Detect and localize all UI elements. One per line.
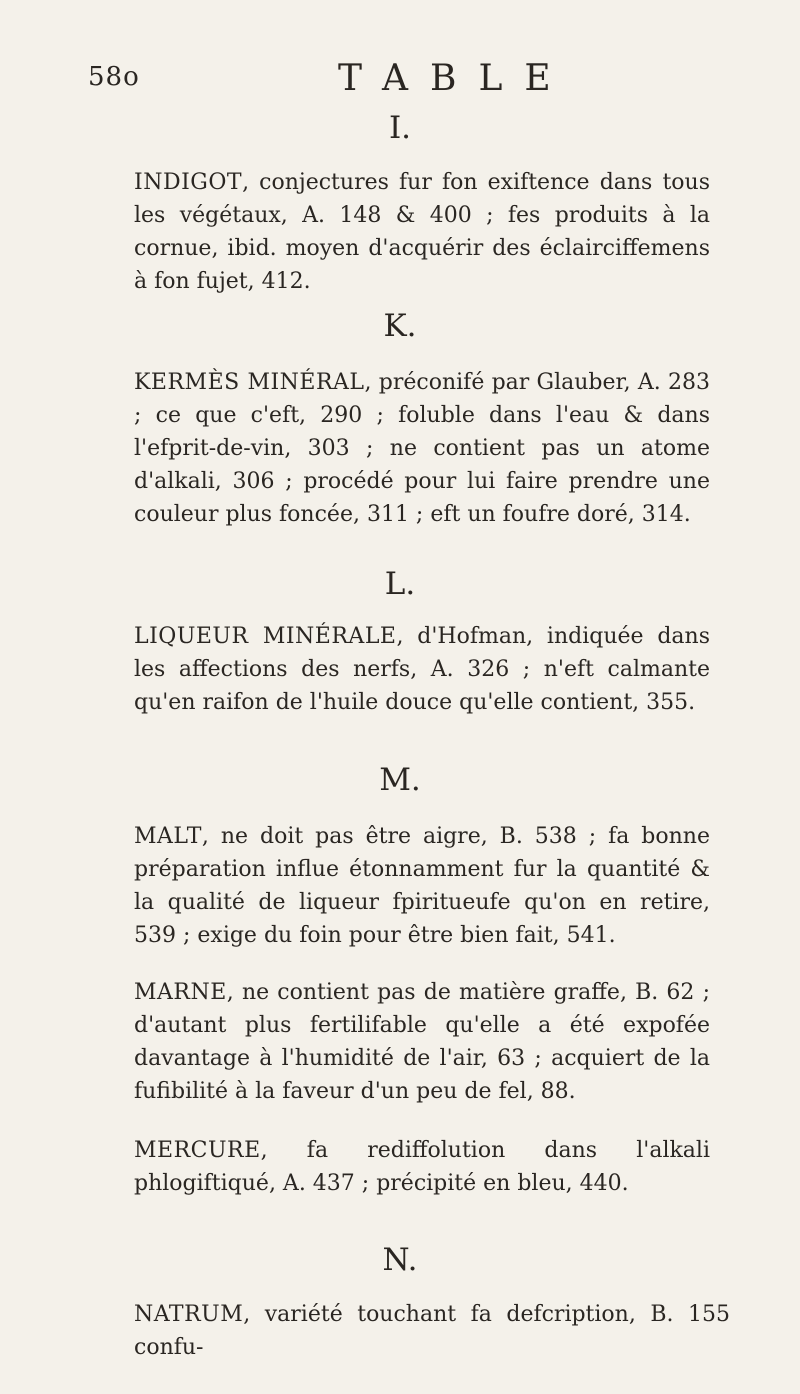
entry-head: INDIGOT	[134, 170, 243, 195]
entry-head: MALT	[134, 824, 202, 849]
entry-malt	[110, 820, 710, 952]
entry-head: KERMÈS MINÉRAL	[134, 370, 365, 395]
section-letter-n: N.	[382, 1242, 418, 1278]
section-letter-l: L.	[384, 566, 416, 602]
entry-head: LIQUEUR MINÉRALE	[134, 624, 397, 649]
entry-text: , variété touchant fa defcription, B. 155 confu-	[134, 1302, 730, 1360]
entry-text: , préconifé par Glauber, A. 283 ; ce que c'eft, 290 ; foluble dans l'eau & dans l'efprit-de-vin, 303 ; ne contient pas un atome d'alkali, 306 ; procédé pour lui faire prendre une couleur plus foncée, 311 ; eft un foufre doré, 314.	[134, 370, 710, 527]
entry-mercure	[110, 1134, 710, 1200]
section-letter-k: K.	[383, 308, 417, 344]
entry-text: , ne doit pas être aigre, B. 538 ; fa bonne préparation influe étonnamment fur la quantité & la qualité de liqueur fpiritueufe qu'on en retire, 539 ; exige du foin pour être bien fait, 541.	[134, 824, 710, 948]
entry-text: , d'Hofman, indiquée dans les affections des nerfs, A. 326 ; n'eft calmante qu'en raifon de l'huile douce qu'elle contient, 355.	[134, 624, 711, 715]
entry-indigot	[110, 166, 710, 298]
section-letter-m: M.	[379, 762, 421, 798]
entry-text: , ne contient pas de matière graffe, B. 62 ; d'autant plus fertilifable qu'elle a été expofée davantage à l'humidité de l'air, 63 ; acquiert de la fufibilité à la faveur d'un peu de fel, 88.	[134, 980, 710, 1104]
entry-head: MARNE	[134, 980, 227, 1005]
entry-marne	[110, 976, 710, 1108]
page-number: 58o	[88, 62, 140, 92]
section-letter-i: I.	[388, 110, 412, 146]
entry-head: MERCURE	[134, 1138, 261, 1163]
entry-natrum	[110, 1298, 730, 1364]
entry-text: , fa rediffolution dans l'alkali phlogiftiqué, A. 437 ; précipité en bleu, 440.	[134, 1138, 710, 1196]
entry-head: NATRUM	[134, 1302, 244, 1327]
running-title: TABLE	[338, 58, 573, 99]
entry-kermes	[110, 366, 710, 531]
entry-liqueur	[110, 620, 710, 719]
entry-text: , conjectures fur fon exiftence dans tous les végétaux, A. 148 & 400 ; fes produits à la cornue, ibid. moyen d'acquérir des éclairciffemens à fon fujet, 412.	[134, 170, 710, 294]
